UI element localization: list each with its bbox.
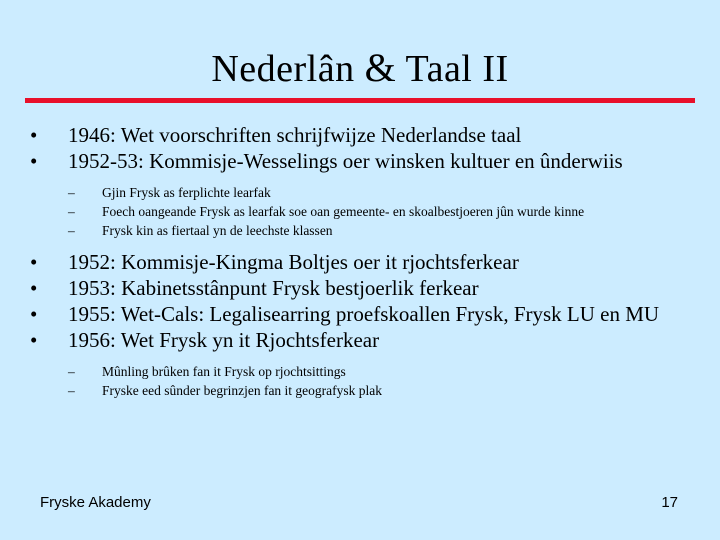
dash-icon: – bbox=[68, 204, 75, 219]
bullet-text: 1952-53: Kommisje-Wesselings oer winsken kultuer en ûnderwiis bbox=[68, 149, 623, 173]
bullet-icon: • bbox=[30, 328, 38, 352]
sub-list-1956 bbox=[30, 362, 690, 400]
bullet-text: 1956: Wet Frysk yn it Rjochtsferkear bbox=[68, 328, 380, 352]
title-part-1: Nederlân bbox=[211, 48, 365, 90]
sub-item bbox=[30, 362, 690, 381]
bullet-icon: • bbox=[30, 149, 38, 173]
bullet-icon: • bbox=[30, 250, 38, 274]
bullet-text: 1946: Wet voorschriften schrijfwijze Nederlandse taal bbox=[68, 123, 522, 147]
sub-text: Fryske eed sûnder begrinzjen fan it geografysk plak bbox=[102, 383, 383, 398]
slide-content bbox=[30, 124, 690, 411]
title-ampersand: & bbox=[364, 45, 397, 90]
sub-item bbox=[30, 202, 690, 221]
sub-item bbox=[30, 221, 690, 240]
bullet-text: 1955: Wet-Cals: Legalisearring proefskoallen Frysk, Frysk LU en MU bbox=[68, 302, 660, 326]
bullet-item-1952 bbox=[30, 251, 690, 274]
dash-icon: – bbox=[68, 223, 75, 238]
bullet-icon: • bbox=[30, 276, 38, 300]
bullet-item-1955 bbox=[30, 303, 690, 326]
title-divider bbox=[25, 98, 695, 103]
sub-text: Gjin Frysk as ferplichte learfak bbox=[102, 185, 271, 200]
sub-text: Mûnling brûken fan it Frysk op rjochtsittings bbox=[102, 364, 346, 379]
sub-text: Foech oangeande Frysk as learfak soe oan gemeente- en skoalbestjoeren jûn wurde kinne bbox=[102, 204, 585, 219]
sub-item bbox=[30, 183, 690, 202]
bullet-item-1953 bbox=[30, 277, 690, 300]
title-part-2: Taal II bbox=[396, 48, 509, 90]
footer-organization: Fryske Akademy bbox=[40, 494, 151, 511]
slide-number: 17 bbox=[661, 494, 678, 511]
bullet-item-1946 bbox=[30, 124, 690, 147]
bullet-icon: • bbox=[30, 302, 38, 326]
bullet-item-1952-53 bbox=[30, 150, 690, 173]
dash-icon: – bbox=[68, 185, 75, 200]
dash-icon: – bbox=[68, 364, 75, 379]
sub-list-1952-53 bbox=[30, 183, 690, 240]
sub-text: Frysk kin as fiertaal yn de leechste klassen bbox=[102, 223, 333, 238]
bullet-item-1956 bbox=[30, 329, 690, 352]
bullet-text: 1953: Kabinetsstânpunt Frysk bestjoerlik ferkear bbox=[68, 276, 479, 300]
sub-item bbox=[30, 381, 690, 400]
bullet-text: 1952: Kommisje-Kingma Boltjes oer it rjochtsferkear bbox=[68, 250, 519, 274]
slide-title bbox=[0, 44, 720, 93]
bullet-icon: • bbox=[30, 123, 38, 147]
dash-icon: – bbox=[68, 383, 75, 398]
